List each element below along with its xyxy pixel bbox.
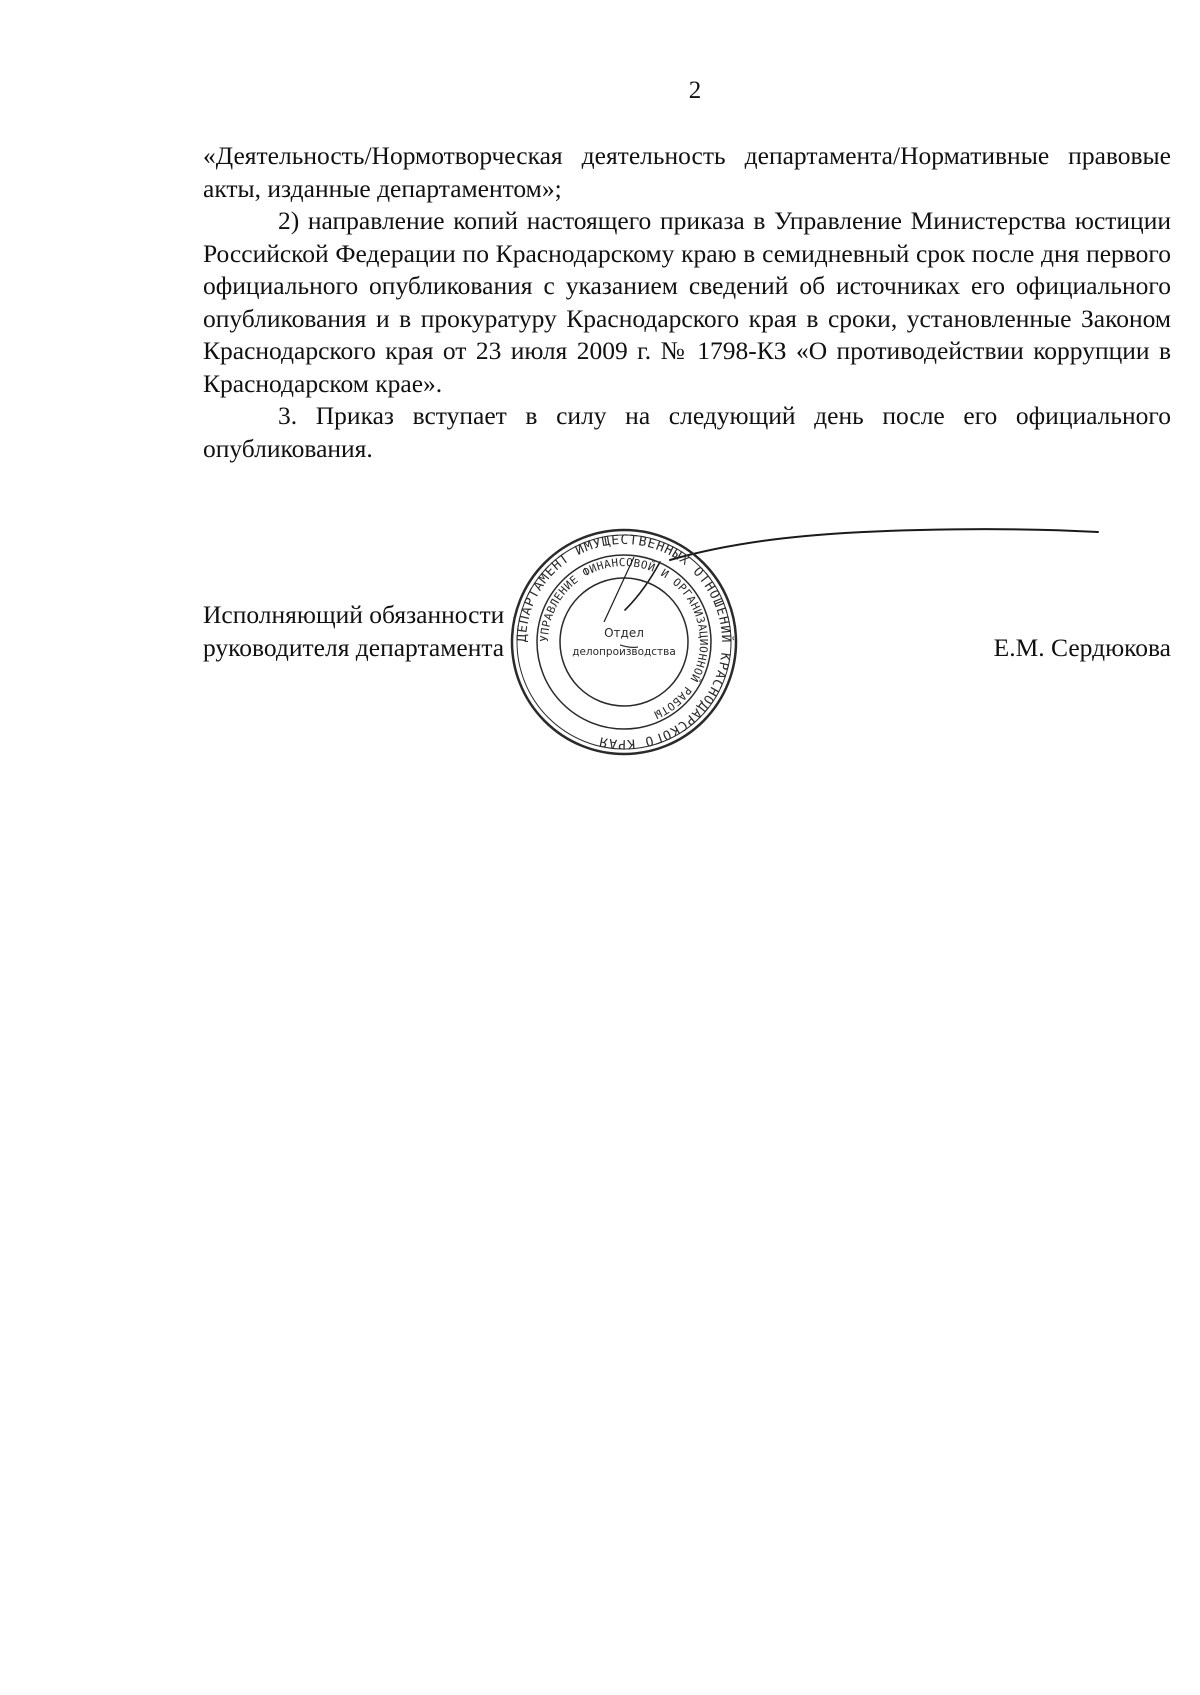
signatory-title-line-1: Исполняющий обязанности xyxy=(203,600,505,629)
document-body xyxy=(203,140,1171,465)
stamp-inner-ring-text: УПРАВЛЕНИЕ ФИНАНСОВОЙ И ОРГАНИЗАЦИОННОЙ РАБОТЫ xyxy=(537,555,711,722)
signatory-title xyxy=(203,598,504,664)
paragraph-item-2: 2) направление копий настоящего приказа в Управление Министерства юстиции Российской Федерации по Краснодарскому краю в семидневный срок после дня первого официального опубликования с указанием сведений об источниках его официального опубликования и в прокуратуру Краснодарского края в сроки, установленные Законом Краснодарского края от 23 июля 2009 г. № 1798-КЗ «О противодействии коррупции в Краснодарском крае». xyxy=(203,206,1171,398)
stamp-center-line-2: делопроизводства xyxy=(572,646,676,658)
paragraph-continuation: «Деятельность/Нормотворческая деятельность департамента/Нормативные правовые акты, изданные департаментом»; xyxy=(203,141,1171,203)
stamp-outer-ring-text: ДЕПАРТАМЕНТ ИМУЩЕСТВЕННЫХ ОТНОШЕНИЙ КРАСНОДАРСКОГО КРАЯ xyxy=(514,532,734,752)
stamp-center-line-1: Отдел xyxy=(604,626,644,640)
signatory-name: Е.М. Сердюкова xyxy=(993,633,1171,662)
official-stamp xyxy=(509,527,739,757)
signatory-title-line-2: руководителя департамента xyxy=(203,633,505,662)
paragraph-item-3: 3. Приказ вступает в силу на следующий день после его официального опубликования. xyxy=(203,401,1171,463)
page-number: 2 xyxy=(688,77,702,104)
